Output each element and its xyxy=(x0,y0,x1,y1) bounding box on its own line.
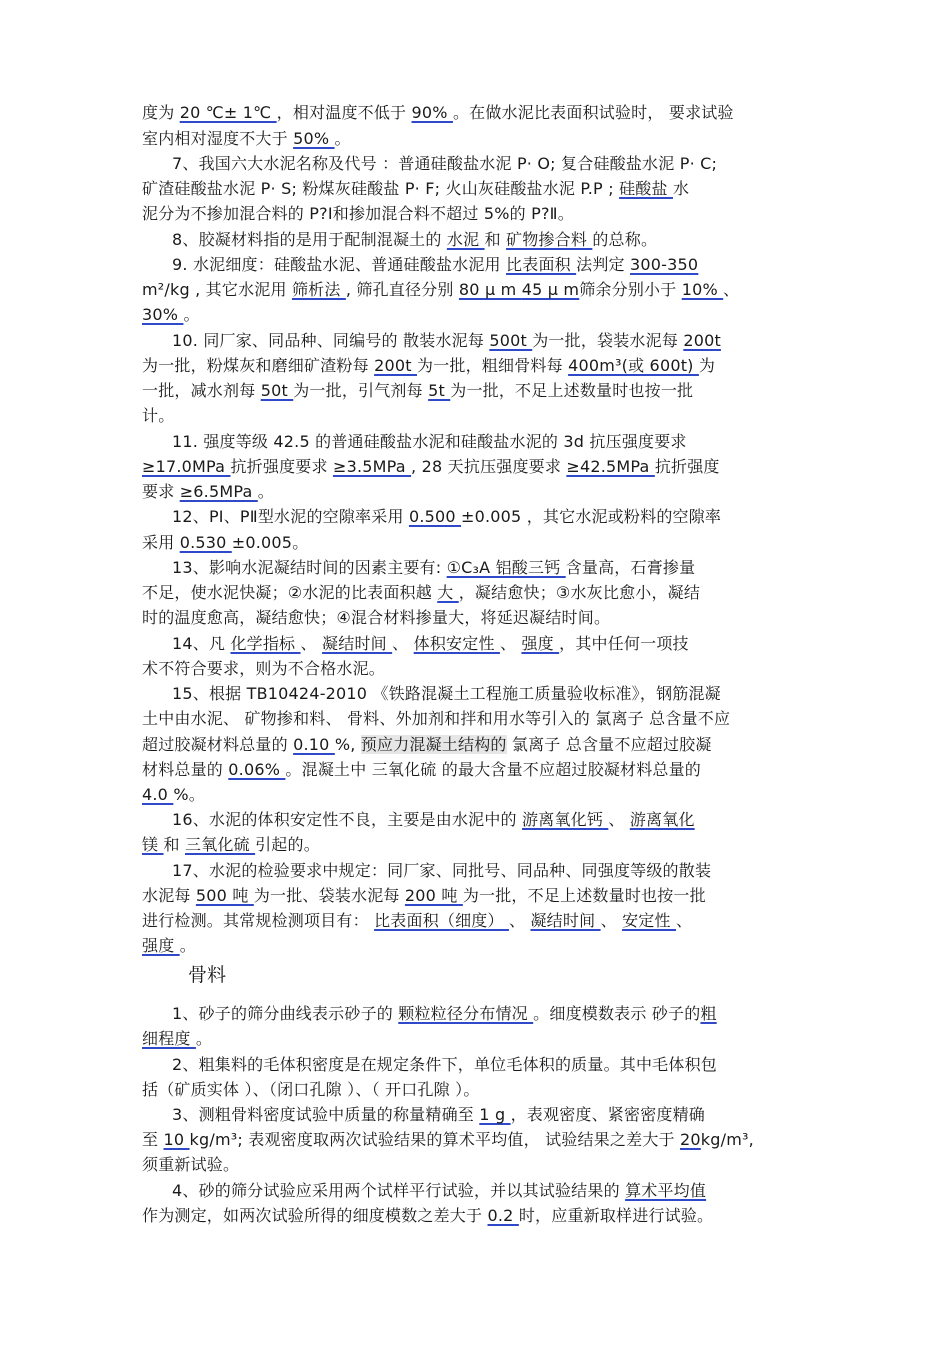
text-segment: 室内相对湿度不大于 xyxy=(142,129,294,148)
answer-blank: 200t xyxy=(683,331,721,350)
text-segment: 、 xyxy=(600,911,623,930)
text-segment: 9. 水泥细度：硅酸盐水泥、普通硅酸盐水泥用 xyxy=(172,255,507,274)
answer-blank: ≥3.5MPa xyxy=(332,457,412,476)
answer-blank: 45 μ m xyxy=(521,280,580,299)
text-line xyxy=(142,1204,713,1228)
text-segment: 超过胶凝材料总量的 xyxy=(142,735,294,754)
text-segment: 。在做水泥比表面积试验时， 要求试验 xyxy=(452,103,734,122)
text-segment: 和 xyxy=(163,835,185,854)
text-line xyxy=(142,127,351,151)
answer-blank: 4.0 xyxy=(142,785,174,804)
answer-blank: 500t xyxy=(489,331,533,350)
answer-blank: 强度 xyxy=(142,936,180,955)
text-segment: kg/m³; 表观密度取两次试验结果的算术平均值， 试验结果之差大于 xyxy=(189,1130,681,1149)
text-line xyxy=(142,531,308,555)
text-line xyxy=(172,430,687,454)
answer-blank: 硅酸盐 xyxy=(619,179,673,198)
text-segment: 抗折强度要求 xyxy=(230,457,333,476)
text-segment: ，凝结愈快；③水灰比愈小，凝结 xyxy=(458,583,701,602)
text-segment: 、 xyxy=(499,634,522,653)
text-segment: ，其中任何一项技 xyxy=(559,634,689,653)
text-segment: 、 xyxy=(723,280,740,299)
text-segment: 土中由水泥、 矿物掺和料、 骨料、外加剂和拌和用水等引入的 氯离子 总含量不应 xyxy=(142,709,731,728)
text-segment: 为 xyxy=(698,356,716,375)
text-line xyxy=(172,682,721,706)
answer-blank: 强度 xyxy=(521,634,560,653)
text-segment: 。混凝土中 三氧化硫 的最大含量不应超过胶凝材料总量的 xyxy=(285,760,701,779)
text-line xyxy=(172,859,711,883)
answer-blank: 10 xyxy=(163,1130,190,1149)
text-segment: kg/m³, xyxy=(700,1130,754,1149)
text-line xyxy=(142,909,692,933)
text-segment: 至 xyxy=(142,1130,164,1149)
text-segment: 采用 xyxy=(142,533,180,552)
answer-blank: ≥42.5MPa xyxy=(566,457,655,476)
text-segment: ±0.005 ，其它水泥或粉料的空隙率 xyxy=(461,507,722,526)
text-segment: %, xyxy=(334,735,361,754)
text-line xyxy=(142,606,610,630)
answer-blank: 游离氧化钙 xyxy=(522,810,609,829)
text-line xyxy=(142,1027,212,1051)
text-line xyxy=(142,1153,239,1177)
text-segment: , 筛孔直径分别 xyxy=(345,280,459,299)
answer-blank: 80 μ m xyxy=(458,280,522,299)
text-segment: 、 xyxy=(392,634,414,653)
text-segment: 为一批，不足上述数量时也按一批 xyxy=(462,886,706,905)
text-segment: 术不符合要求，则为不合格水泥。 xyxy=(142,659,386,678)
answer-blank: 大 xyxy=(437,583,459,602)
answer-blank: 200 吨 xyxy=(404,886,463,905)
text-line xyxy=(142,303,200,327)
text-line xyxy=(142,581,700,605)
answer-blank: 200t xyxy=(374,356,417,375)
answer-blank: 500 吨 xyxy=(195,886,254,905)
text-line xyxy=(172,1103,705,1127)
text-line xyxy=(142,934,196,958)
text-line xyxy=(142,783,205,807)
text-segment: 、 xyxy=(608,810,630,829)
answer-blank: 凝结时间 xyxy=(322,634,393,653)
text-line xyxy=(172,808,695,832)
text-segment: 2、粗集料的毛体积密度是在规定条件下，单位毛体积的质量。其中毛体积包 xyxy=(172,1055,717,1074)
text-segment: 氯离子 总含量不应超过胶凝 xyxy=(506,735,712,754)
text-segment: 作为测定，如两次试验所得的细度模数之差大于 xyxy=(142,1206,488,1225)
text-segment: %。 xyxy=(173,785,205,804)
answer-blank: 50t xyxy=(260,381,294,400)
text-segment: , 28 天抗压强度要求 xyxy=(411,457,567,476)
text-line xyxy=(142,733,712,757)
text-segment: 不足，使水泥快凝；②水泥的比表面积越 xyxy=(142,583,438,602)
text-line xyxy=(172,1053,717,1077)
text-segment: 水泥每 xyxy=(142,886,196,905)
answer-blank: 化学指标 xyxy=(230,634,301,653)
text-line xyxy=(172,228,657,252)
text-segment: ±0.005。 xyxy=(231,533,309,552)
text-segment: 、 xyxy=(300,634,323,653)
text-segment: 1、砂子的筛分曲线表示砂子的 xyxy=(172,1004,399,1023)
text-line xyxy=(142,1128,754,1152)
text-segment: 、 xyxy=(508,911,531,930)
text-segment: 矿渣硅酸盐水泥 P· S; 粉煤灰硅酸盐 P· F; 火山灰硅酸盐水泥 P.P ; xyxy=(142,179,620,198)
text-line xyxy=(172,505,721,529)
answer-blank: 三氧化硫 xyxy=(185,835,256,854)
text-segment: 时，应重新取样进行试验。 xyxy=(518,1206,714,1225)
text-segment: 引起的。 xyxy=(255,835,320,854)
answer-blank: 比表面积（细度） xyxy=(374,911,509,930)
text-line xyxy=(142,404,174,428)
text-line xyxy=(172,329,721,353)
answer-blank: 1 g xyxy=(479,1105,511,1124)
answer-blank: 安定性 xyxy=(622,911,676,930)
answer-blank: 20 xyxy=(680,1130,701,1149)
text-line xyxy=(142,657,385,681)
text-segment: 水 xyxy=(672,179,690,198)
text-segment: 抗折强度 xyxy=(654,457,720,476)
text-line xyxy=(142,1078,480,1102)
text-segment: 。 xyxy=(179,936,196,955)
text-segment: 筛余分别小于 xyxy=(579,280,682,299)
text-segment: 。 xyxy=(257,482,274,501)
answer-blank: 镁 xyxy=(142,835,164,854)
section-heading-aggregate: 骨料 xyxy=(188,964,227,986)
answer-blank: 水泥 xyxy=(446,230,485,249)
answer-blank: 体积安定性 xyxy=(413,634,500,653)
answer-blank: 0.500 xyxy=(408,507,462,526)
text-segment: 度为 xyxy=(142,103,180,122)
text-segment: 为一批，袋装水泥每 xyxy=(532,331,684,350)
answer-blank: 20 ℃± 1℃ xyxy=(179,103,277,122)
answer-blank: 0.06% xyxy=(228,760,286,779)
text-segment: 一批，减水剂每 xyxy=(142,381,261,400)
text-segment: 为一批，不足上述数量时也按一批 xyxy=(450,381,694,400)
text-segment: 括（矿质实体 ）、（闭口孔隙 ）、（ 开口孔隙 ）。 xyxy=(142,1080,480,1099)
text-segment: 须重新试验。 xyxy=(142,1155,240,1174)
answer-blank: 比表面积 xyxy=(506,255,577,274)
text-line xyxy=(172,1179,706,1203)
text-segment: 材料总量的 xyxy=(142,760,229,779)
answer-blank: 50% xyxy=(293,129,335,148)
answer-blank: 0.530 xyxy=(179,533,232,552)
text-line xyxy=(172,1002,717,1026)
answer-blank: 90% xyxy=(411,103,453,122)
text-line xyxy=(142,455,720,479)
text-segment: 4、砂的筛分试验应采用两个试样平行试验，并以其试验结果的 xyxy=(172,1181,626,1200)
text-line xyxy=(142,177,689,201)
answer-blank: 颗粒粒径分布情况 xyxy=(398,1004,534,1023)
text-segment: 。 xyxy=(334,129,351,148)
answer-blank: 5t xyxy=(428,381,451,400)
answer-blank: 细程度 xyxy=(142,1029,196,1048)
text-line xyxy=(172,556,695,580)
text-segment: 时的温度愈高，凝结愈快；④混合材料掺量大，将延迟凝结时间。 xyxy=(142,608,611,627)
answer-blank: 30% xyxy=(142,305,184,324)
answer-blank: 0.10 xyxy=(293,735,335,754)
answer-blank: 400m³(或 600t) xyxy=(568,356,699,375)
text-segment: 、 xyxy=(675,911,693,930)
text-segment: 7、我国六大水泥名称及代号 ：普通硅酸盐水泥 P· O; 复合硅酸盐水泥 P· C; xyxy=(172,154,718,173)
text-line xyxy=(172,632,689,656)
text-line xyxy=(142,101,734,125)
text-segment: 。细度模数表示 砂子的 xyxy=(533,1004,701,1023)
answer-blank: 凝结时间 xyxy=(530,911,601,930)
text-line xyxy=(142,758,701,782)
text-segment: 法判定 xyxy=(576,255,631,274)
text-segment: 14、凡 xyxy=(172,634,231,653)
text-line xyxy=(142,354,715,378)
answer-blank: 粗 xyxy=(700,1004,717,1023)
answer-blank: 矿物掺合料 xyxy=(506,230,593,249)
text-line xyxy=(142,884,706,908)
text-segment: 为一批，引气剂每 xyxy=(293,381,429,400)
text-segment: 11. 强度等级 42.5 的普通硅酸盐水泥和硅酸盐水泥的 3d 抗压强度要求 xyxy=(172,432,687,451)
text-line xyxy=(142,833,320,857)
text-line xyxy=(172,253,698,277)
text-segment: 10. 同厂家、同品种、同编号的 散装水泥每 xyxy=(172,331,490,350)
text-segment: 要求 xyxy=(142,482,180,501)
text-segment: 泥分为不掺加混合料的 P?Ⅰ和掺加混合料不超过 5%的 P?Ⅱ。 xyxy=(142,204,574,223)
text-line xyxy=(142,278,739,302)
answer-blank: 300-350 xyxy=(630,255,699,274)
text-segment: 的总称。 xyxy=(592,230,658,249)
text-segment: 8、胶凝材料指的是用于配制混凝土的 xyxy=(172,230,447,249)
answer-blank: ①C₃A 铝酸三钙 xyxy=(446,558,566,577)
text-segment: 3、测粗骨料密度试验中质量的称量精确至 xyxy=(172,1105,480,1124)
answer-blank: ≥6.5MPa xyxy=(179,482,258,501)
text-segment: 计。 xyxy=(142,406,175,425)
text-segment: m²/kg , 其它水泥用 xyxy=(142,280,292,299)
text-segment: 12、PⅠ、PⅡ型水泥的空隙率采用 xyxy=(172,507,409,526)
answer-blank: 游离氧化 xyxy=(629,810,695,829)
text-segment: ，表观密度、紧密密度精确 xyxy=(510,1105,705,1124)
answer-blank: 0.2 xyxy=(487,1206,519,1225)
text-line xyxy=(142,480,274,504)
text-segment: 和 xyxy=(484,230,507,249)
text-segment: 。 xyxy=(195,1029,213,1048)
text-line xyxy=(142,202,574,226)
answer-blank: 算术平均值 xyxy=(625,1181,707,1200)
text-segment: ，相对温度不低于 xyxy=(276,103,412,122)
text-segment: 13、影响水泥凝结时间的因素主要有: xyxy=(172,558,447,577)
text-segment: 。 xyxy=(183,305,200,324)
text-segment: 预应力混凝土结构的 xyxy=(360,735,507,754)
text-segment: 含量高，石膏掺量 xyxy=(565,558,696,577)
text-segment: 为一批、袋装水泥每 xyxy=(253,886,405,905)
text-line xyxy=(172,152,717,176)
text-line xyxy=(142,379,693,403)
answer-blank: 筛析法 xyxy=(291,280,346,299)
text-segment: 进行检测。其常规检测项目有： xyxy=(142,911,375,930)
text-line xyxy=(142,707,730,731)
text-segment: 17、水泥的检验要求中规定：同厂家、同批号、同品种、同强度等级的散装 xyxy=(172,861,712,880)
answer-blank: ≥17.0MPa xyxy=(142,457,231,476)
answer-blank: 10% xyxy=(681,280,724,299)
text-segment: 16、水泥的体积安定性不良，主要是由水泥中的 xyxy=(172,810,523,829)
text-segment: 为一批，粗细骨料每 xyxy=(417,356,569,375)
text-segment: 15、根据 TB10424-2010 《铁路混凝土工程施工质量验收标准》，钢筋混凝 xyxy=(172,684,721,703)
text-segment: 为一批，粉煤灰和磨细矿渣粉每 xyxy=(142,356,375,375)
